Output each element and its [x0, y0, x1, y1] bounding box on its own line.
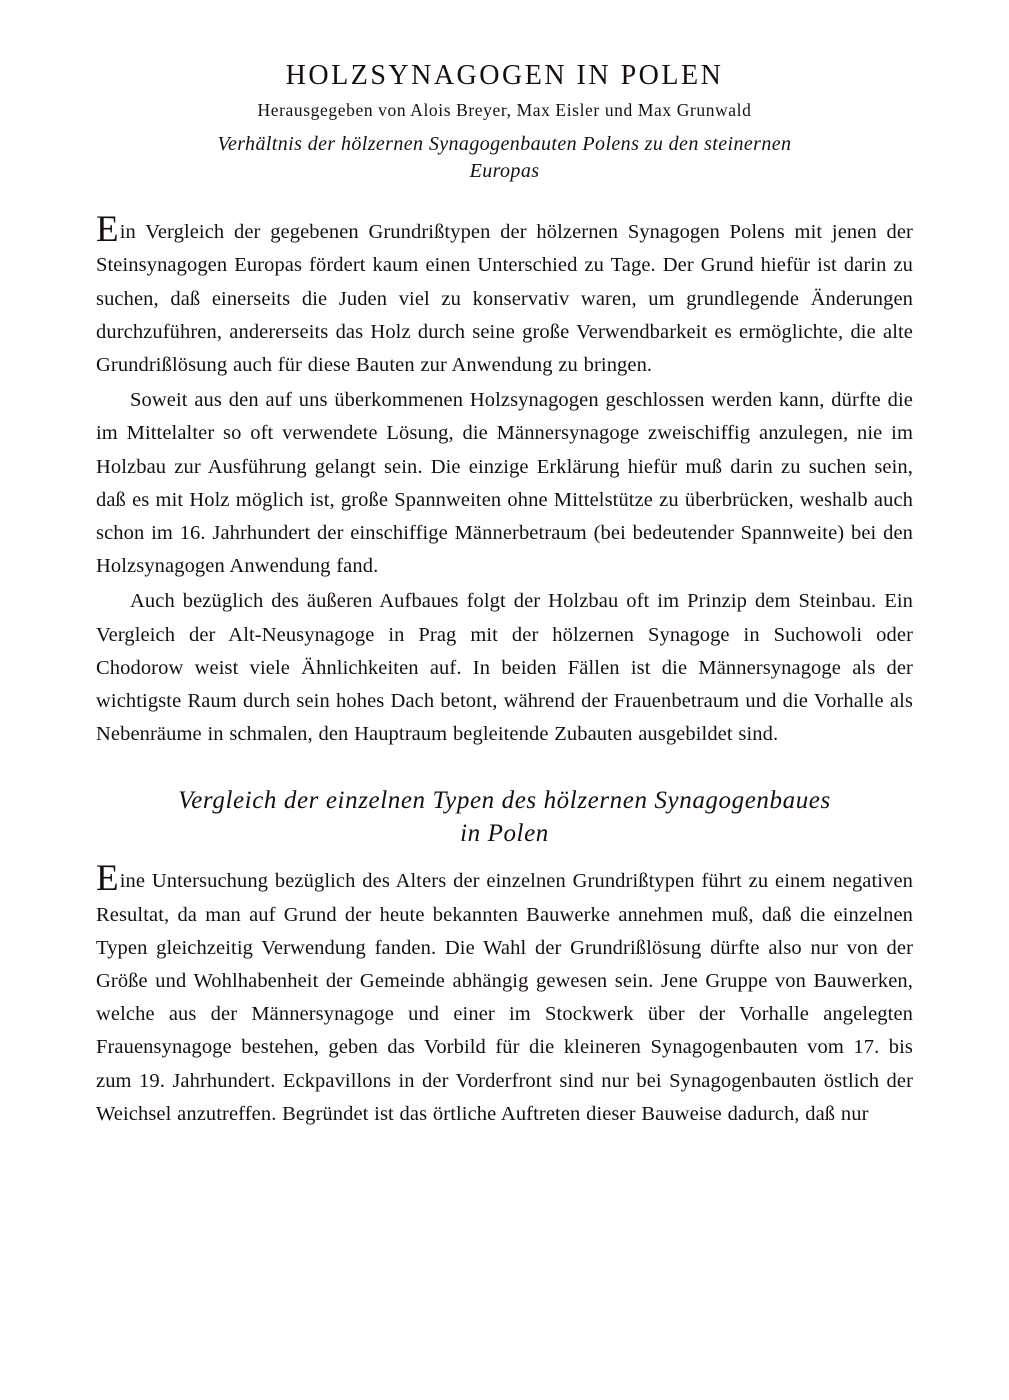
drop-cap-1: E	[96, 209, 119, 251]
paragraph-4	[96, 858, 913, 1131]
paragraph-2: Soweit aus den auf uns überkommenen Holzsynagogen geschlossen werden kann, dürfte die im Mittelalter so oft verwendete Lösung, die Männersynagoge zweischiffig anzulegen, nie im Holzbau zur Ausführung gelangt sein. Die einzige Erklärung hiefür muß darin zu suchen sein, daß es mit Holz möglich ist, große Spannweiten ohne Mittelstütze zu überbrücken, weshalb auch schon im 16. Jahrhundert der einschiffige Männerbetraum (bei bedeutender Spannweite) bei den Holzsynagogen Anwendung fand.	[96, 389, 913, 578]
section-heading-line-1: Vergleich der einzelnen Typen des hölzernen Synagogenbaues	[178, 787, 831, 815]
paragraph-4-text: ine Untersuchung bezüglich des Alters der einzelnen Grundrißtypen führt zu einem negativen Resultat, da man auf Grund der heute bekannten Bauwerke annehmen muß, daß die einzelnen Typen gleichzeitig Verwendung fanden. Die Wahl der Grundrißlösung dürfte also nur von der Größe und Wohlhabenheit der Gemeinde abhängig gewesen sein. Jene Gruppe von Bauwerken, welche aus der Männersynagoge und einer im Stockwerk über der Vorhalle angelegten Frauensynagoge bestehen, geben das Vorbild für die kleineren Synagogenbauten vom 17. bis zum 19. Jahrhundert. Eckpavillons in der Vorderfront sind nur bei Synagogenbauten östlich der Weichsel anzutreffen. Begründet ist das örtliche Auftreten dieser Bauweise dadurch, daß nur	[96, 870, 913, 1125]
editors-line: Herausgegeben von Alois Breyer, Max Eisler und Max Grunwald	[257, 100, 752, 121]
subtitle-line-2: Europas	[469, 160, 540, 183]
page-title: HOLZSYNAGOGEN IN POLEN	[285, 60, 724, 91]
document-subtitle	[96, 131, 913, 185]
paragraph-1-text: in Vergleich der gegebenen Grundrißtypen der hölzernen Synagogen Polens mit jenen der Steinsynagogen Europas fördert kaum einen Unterschied zu Tage. Der Grund hiefür ist darin zu suchen, daß einerseits die Juden viel zu konservativ waren, um grundlegende Änderungen durchzuführen, andererseits das Holz durch seine große Verwendbarkeit es ermöglichte, die alte Grundrißlösung auch für diese Bauten zur Anwendung zu bringen.	[96, 221, 913, 376]
section-heading	[96, 785, 913, 850]
drop-cap-2: E	[96, 858, 119, 900]
section-heading-line-2: in Polen	[460, 819, 549, 847]
paragraph-1	[96, 209, 913, 382]
paragraph-3: Auch bezüglich des äußeren Aufbaues folgt der Holzbau oft im Prinzip dem Steinbau. Ein Vergleich der Alt-Neusynagoge in Prag mit der hölzernen Synagoge in Suchowoli oder Chodorow weist viele Ähnlichkeiten auf. In beiden Fällen ist die Männersynagoge als der wichtigste Raum durch sein hohes Dach betont, während der Frauenbetraum und die Vorhalle als Nebenräume in schmalen, den Hauptraum begleitende Zubauten ausgebildet sind.	[96, 590, 913, 746]
subtitle-line-1: Verhältnis der hölzernen Synagogenbauten Polens zu den steinernen	[217, 133, 792, 156]
